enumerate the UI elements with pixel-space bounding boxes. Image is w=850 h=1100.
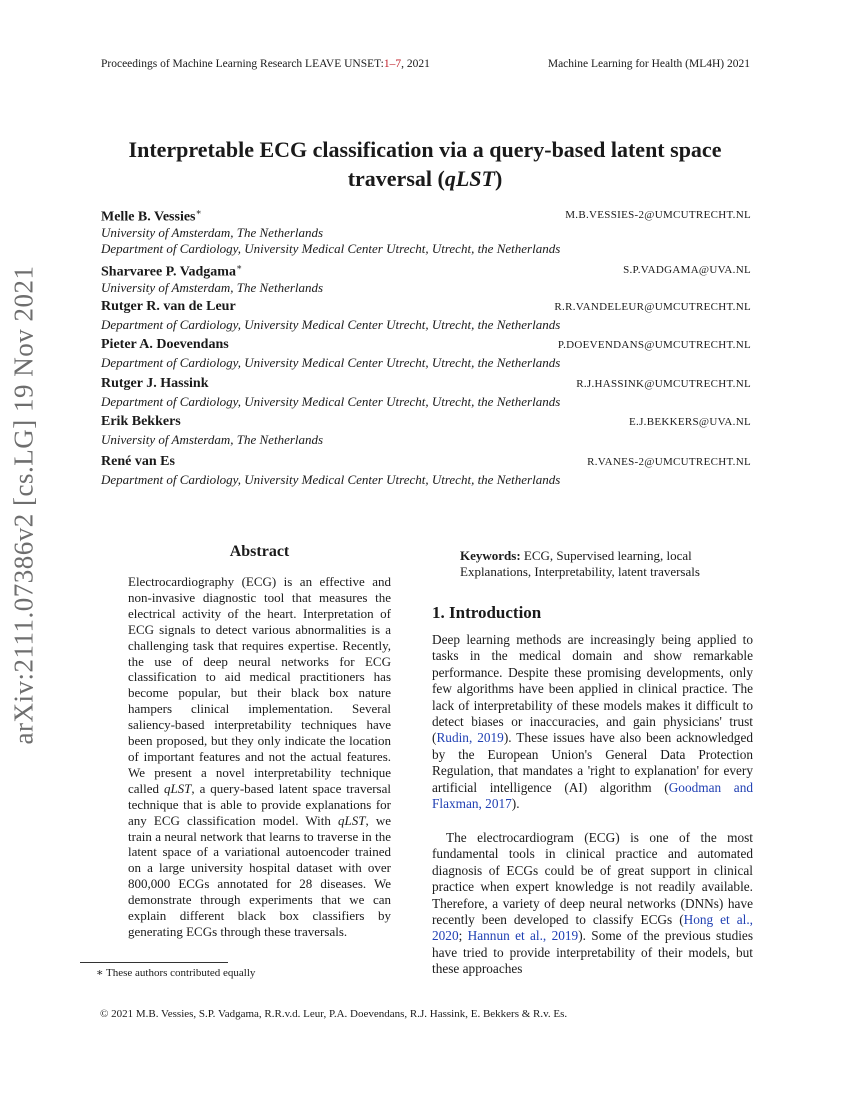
author-email[interactable]: E.J.BEKKERS@UVA.NL xyxy=(629,416,751,428)
running-header-right: Machine Learning for Health (ML4H) 2021 xyxy=(547,58,750,70)
footnote: ∗ These authors contributed equally xyxy=(96,967,256,979)
running-header-left: Proceedings of Machine Learning Research LEAVE UNSET:1–7, 2021 xyxy=(101,58,430,70)
citation-link[interactable]: Hong et al., 2020 xyxy=(432,912,753,944)
intro-paragraph-2: The electrocardiogram (ECG) is one of the most fundamental tools in clinical practice and automated diagnosis of ECGs could be of great support in clinical practice when expert knowledge is not readily available. Therefore, a variety of deep neural networks (DNNs) have recently been developed to classify ECGs (Hong et al., 2020; Hannun et al., 2019). Some of the previous studies have tried to provide interpretability of their models, but these approaches xyxy=(432,830,753,977)
paper-title xyxy=(80,135,770,193)
author-email[interactable]: R.R.VANDELEUR@UMCUTRECHT.NL xyxy=(554,301,751,313)
footnote-rule xyxy=(80,962,228,963)
title-line-2: traversal (qLST) xyxy=(347,166,503,191)
author-email[interactable]: R.J.HASSINK@UMCUTRECHT.NL xyxy=(576,378,751,390)
author-block: Melle B. Vessies∗ M.B.VESSIES-2@UMCUTRECHT.NL University of Amsterdam, The Netherlands Department of Cardiology, University Medical Center Utrecht, Utrecht, the Netherlands xyxy=(101,207,751,256)
author-block: Rutger J. Hassink R.J.HASSINK@UMCUTRECHT.NL Department of Cardiology, University Medical Center Utrecht, Utrecht, the Netherlands xyxy=(101,376,751,409)
title-line-1: Interpretable ECG classification via a query-based latent space xyxy=(128,137,722,162)
arxiv-sidebar xyxy=(4,265,44,745)
section-heading-introduction: 1. Introduction xyxy=(432,603,542,622)
author-email[interactable]: P.DOEVENDANS@UMCUTRECHT.NL xyxy=(557,339,751,351)
author-email[interactable]: M.B.VESSIES-2@UMCUTRECHT.NL xyxy=(565,209,751,221)
keywords: Keywords: ECG, Supervised learning, local Explanations, Interpretability, latent traversals xyxy=(460,548,700,579)
author-block: Rutger R. van de Leur R.R.VANDELEUR@UMCUTRECHT.NL Department of Cardiology, University Medical Center Utrecht, Utrecht, the Netherlands xyxy=(101,299,751,332)
copyright-line: © 2021 M.B. Vessies, S.P. Vadgama, R.R.v.d. Leur, P.A. Doevendans, R.J. Hassink, E. Bekkers & R.v. Es. xyxy=(100,1008,568,1020)
page-range-link[interactable]: 1–7 xyxy=(383,58,402,70)
abstract-text: Electrocardiography (ECG) is an effective and non-invasive diagnostic tool that measures the electrical activity of the heart. Interpretation of ECG signals to detect various abnormalities is a challenging task that requires expertise. Recently, the use of deep neural networks for ECG classification to aid medical practitioners has become popular, but their black box nature hampers clinical implementation. Several saliency-based interpretability techniques have been proposed, but they only indicate the location of important features and not the actual features. We present a novel interpretability technique called qLST, a query-based latent space traversal technique that is able to provide explanations for any ECG classification model. With qLST, we train a neural network that learns to traverse in the latent space of a variational autoencoder trained on a large university hospital dataset with over 800,000 ECGs annotated for 28 diseases. We demonstrate through experiments that we can explain different black box classifiers by generating ECGs through these traversals. xyxy=(128,574,391,939)
author-block: Erik Bekkers E.J.BEKKERS@UVA.NL University of Amsterdam, The Netherlands xyxy=(101,414,751,447)
arxiv-identifier[interactable]: arXiv:2111.07386v2 [cs.LG] 19 Nov 2021 xyxy=(8,265,39,745)
citation-link[interactable]: Hannun et al., 2019 xyxy=(467,928,579,944)
author-email[interactable]: S.P.VADGAMA@UVA.NL xyxy=(623,264,751,276)
citation-link[interactable]: Rudin, 2019 xyxy=(436,730,504,746)
citation-link[interactable]: Goodman and Flaxman, 2017 xyxy=(432,779,753,812)
author-email[interactable]: R.VANES-2@UMCUTRECHT.NL xyxy=(587,456,751,468)
author-block: Pieter A. Doevendans P.DOEVENDANS@UMCUTRECHT.NL Department of Cardiology, University Medical Center Utrecht, Utrecht, the Netherlands xyxy=(101,337,751,370)
author-block: René van Es R.VANES-2@UMCUTRECHT.NL Department of Cardiology, University Medical Center Utrecht, Utrecht, the Netherlands xyxy=(101,454,751,487)
intro-paragraph-1: Deep learning methods are increasingly being applied to tasks in the medical domain and show remarkable performance. Despite these promising developments, only few algorithms have been applied in clinical practice. The lack of interpretability of these models makes it difficult to detect biases or inaccuracies, and gain physicians' trust (Rudin, 2019). These issues have also been acknowledged by the European Union's General Data Protection Regulation, that mandates a 'right to explanation' for every artificial intelligence (AI) algorithm (Goodman and Flaxman, 2017). xyxy=(432,632,753,812)
author-block: Sharvaree P. Vadgama∗ S.P.VADGAMA@UVA.NL University of Amsterdam, The Netherlands xyxy=(101,262,751,295)
abstract-heading: Abstract xyxy=(229,543,290,560)
